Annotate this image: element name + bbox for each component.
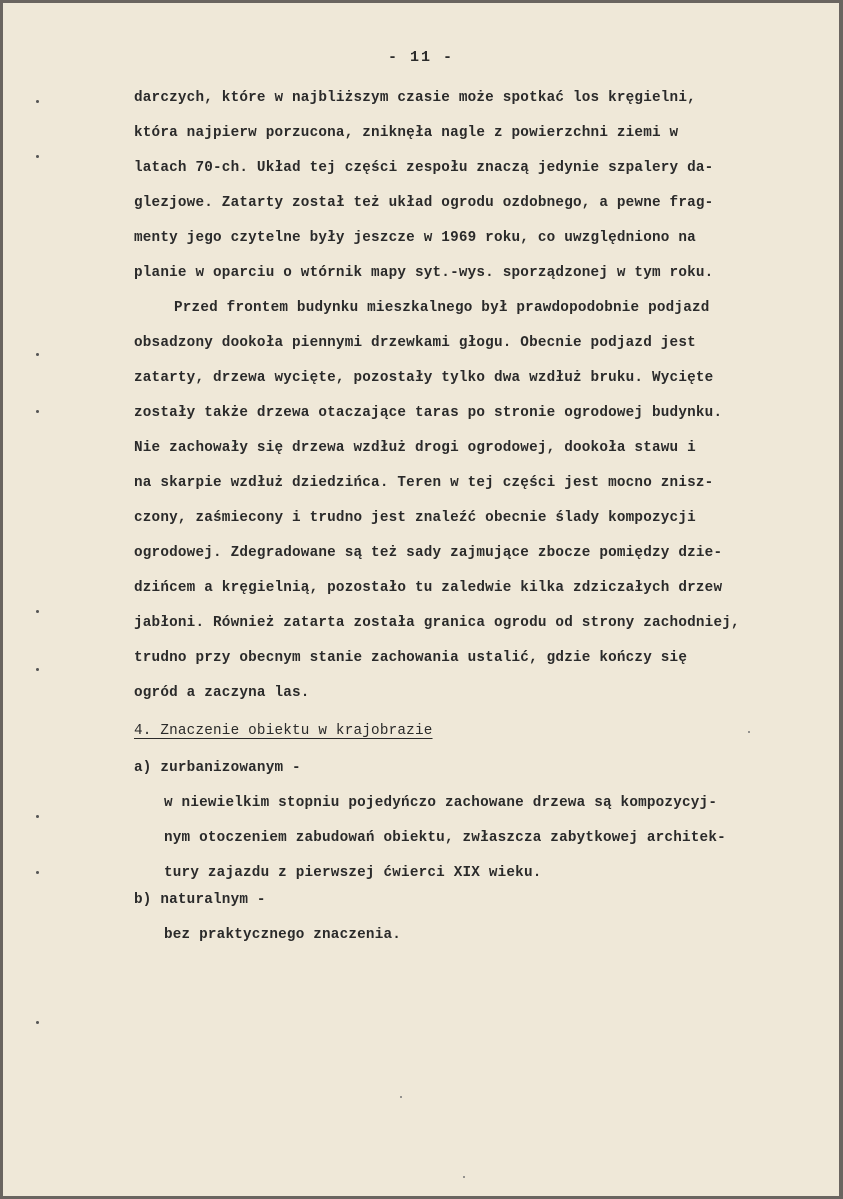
text-line: ogrodowej. Zdegradowane są też sady zajmujące zbocze pomiędzy dzie- <box>134 545 723 561</box>
text-line: nym otoczeniem zabudowań obiektu, zwłaszcza zabytkowej architek- <box>164 830 726 846</box>
binder-hole-mark <box>36 100 39 103</box>
binder-hole-mark <box>36 871 39 874</box>
binder-hole-mark <box>36 353 39 356</box>
paper-speck <box>463 1176 465 1178</box>
text-line: w niewielkim stopniu pojedyńczo zachowane drzewa są kompozycyj- <box>164 795 718 811</box>
list-item-label: b) naturalnym - <box>134 892 266 908</box>
text-line: menty jego czytelne były jeszcze w 1969 roku, co uwzględniono na <box>134 230 696 246</box>
binder-hole-mark <box>36 155 39 158</box>
text-line: latach 70-ch. Układ tej części zespołu znaczą jedynie szpalery da- <box>134 160 714 176</box>
list-item-label: a) zurbanizowanym - <box>134 760 301 776</box>
section-heading: 4. Znaczenie obiektu w krajobrazie <box>134 723 433 739</box>
text-line: ogród a zaczyna las. <box>134 685 310 701</box>
document-page <box>3 3 839 1196</box>
text-line: glezjowe. Zatarty został też układ ogrodu ozdobnego, a pewne frag- <box>134 195 714 211</box>
binder-hole-mark <box>36 668 39 671</box>
text-line: dzińcem a kręgielnią, pozostało tu zaledwie kilka zdziczałych drzew <box>134 580 723 596</box>
text-line: tury zajazdu z pierwszej ćwierci XIX wieku. <box>164 865 542 881</box>
text-line: zatarty, drzewa wycięte, pozostały tylko dwa wzdłuż bruku. Wycięte <box>134 370 714 386</box>
binder-hole-mark <box>36 610 39 613</box>
text-line: czony, zaśmiecony i trudno jest znaleźć obecnie ślady kompozycji <box>134 510 696 526</box>
text-line: zostały także drzewa otaczające taras po stronie ogrodowej budynku. <box>134 405 723 421</box>
text-line: bez praktycznego znaczenia. <box>164 927 402 943</box>
text-line: jabłoni. Również zatarta została granica ogrodu od strony zachodniej, <box>134 615 740 631</box>
text-line: na skarpie wzdłuż dziedzińca. Teren w tej części jest mocno znisz- <box>134 475 714 491</box>
page-number: - 11 - <box>387 49 454 66</box>
text-line: obsadzony dookoła piennymi drzewkami głogu. Obecnie podjazd jest <box>134 335 696 351</box>
binder-hole-mark <box>36 410 39 413</box>
paper-speck <box>400 1096 402 1098</box>
text-line: która najpierw porzucona, zniknęła nagle z powierzchni ziemi w <box>134 125 679 141</box>
text-line: Nie zachowały się drzewa wzdłuż drogi ogrodowej, dookoła stawu i <box>134 440 696 456</box>
text-line: darczych, które w najbliższym czasie może spotkać los kręgielni, <box>134 90 696 106</box>
binder-hole-mark <box>36 815 39 818</box>
text-line: trudno przy obecnym stanie zachowania ustalić, gdzie kończy się <box>134 650 688 666</box>
text-line: planie w oparciu o wtórnik mapy syt.-wys. sporządzonej w tym roku. <box>134 265 714 281</box>
text-line: Przed frontem budynku mieszkalnego był prawdopodobnie podjazd <box>174 300 710 316</box>
paper-speck <box>748 731 750 733</box>
binder-hole-mark <box>36 1021 39 1024</box>
